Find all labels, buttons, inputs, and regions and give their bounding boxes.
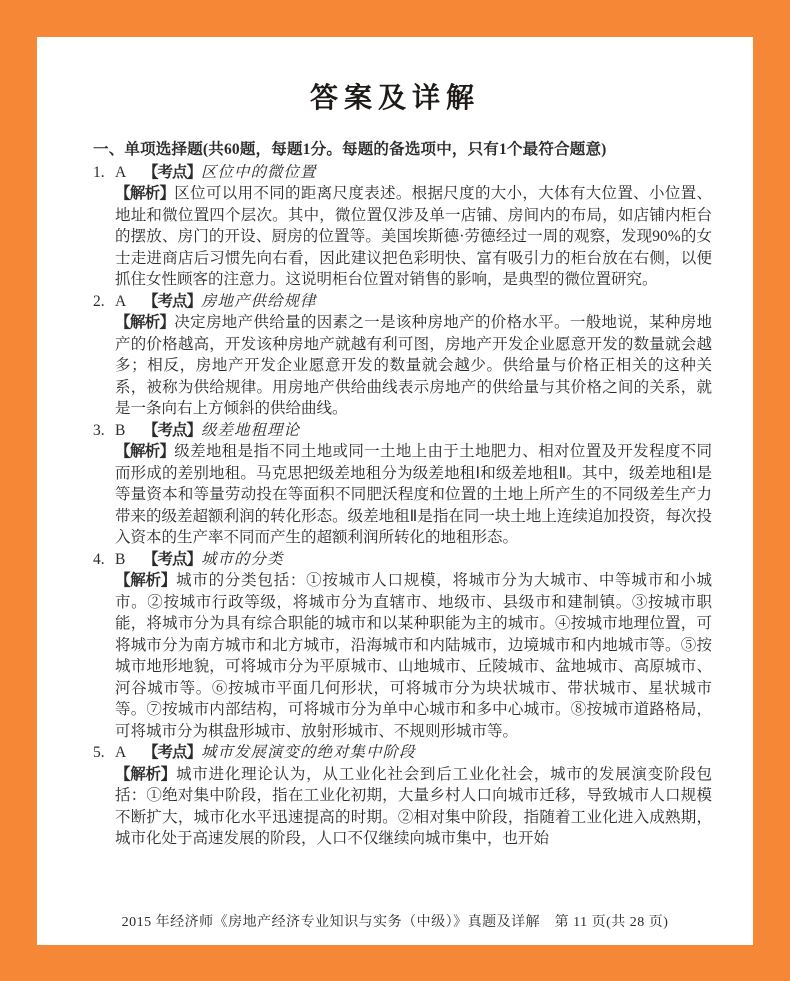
kaodian-topic: 区位中的微位置 (201, 163, 317, 181)
explanation (115, 441, 712, 549)
explanation (115, 312, 712, 420)
section-header: 一、单项选择题(共60题，每题1分。每题的备选项中，只有1个最符合题意) (93, 141, 607, 158)
page-title: 答案及详解 (309, 83, 480, 114)
answer-letter: A (115, 292, 127, 310)
explanation-text: 级差地租是指不同土地或同一土地上由于土地肥力、相对位置及开发程度不同而形成的差别地租。马克思把级差地租分为级差地租Ⅰ和级差地租Ⅱ。其中，级差地租Ⅰ是等量资本和等量劳动投在等面积不同肥沃程度和位置的土地上所产生的不同级差生产力带来的级差超额利润的转化形态。级差地租Ⅱ是指在同一块土地上连续追加投资，每次投入资本的生产率不同而产生的超额利润所转化的地租形态。 (115, 443, 712, 546)
question-item (93, 162, 712, 291)
kaodian-label: 【考点】 (143, 550, 202, 568)
question-number: 2. (93, 292, 105, 310)
question-number: 1. (93, 163, 105, 181)
page-body (37, 115, 753, 850)
kaodian-topic: 城市的分类 (201, 550, 284, 568)
question-head (93, 742, 712, 764)
answer-letter: A (115, 163, 127, 181)
answer-letter: B (115, 550, 126, 568)
kaodian-label: 【考点】 (143, 163, 202, 181)
question-head (93, 549, 712, 571)
question-head (93, 162, 712, 184)
question-item (93, 420, 712, 549)
jiexi-label: 【解析】 (115, 765, 177, 783)
explanation (115, 183, 712, 291)
kaodian-topic: 级差地租理论 (201, 421, 301, 439)
answer-letter: B (115, 421, 126, 439)
question-item (93, 742, 712, 850)
question-number: 4. (93, 550, 105, 568)
explanation-text: 城市的分类包括：①按城市人口规模，将城市分为大城市、中等城市和小城市。②按城市行政等级，将城市分为直辖市、地级市、县级市和建制镇。③按城市职能，将城市分为具有综合职能的城市和以某种职能为主的城市。④按城市地理位置，可将城市分为南方城市和北方城市，沿海城市和内陆城市，边境城市和内地城市等。⑤按城市地形地貌，可将城市分为平原城市、山地城市、丘陵城市、盆地城市、高原城市、河谷城市等。⑥按城市平面几何形状，可将城市分为块状城市、带状城市、星状城市等。⑦按城市内部结构，可将城市分为单中心城市和多中心城市。⑧按城市道路格局，可将城市分为棋盘形城市、放射形城市、不规则形城市等。 (115, 572, 712, 740)
jiexi-label: 【解析】 (115, 572, 177, 589)
explanation (115, 570, 712, 742)
kaodian-label: 【考点】 (143, 744, 202, 761)
question-item (93, 291, 712, 420)
explanation-text: 城市进化理论认为，从工业化社会到后工业化社会，城市的发展演变阶段包括：①绝对集中阶段，指在工业化初期，大量乡村人口向城市迁移，导致城市人口规模不断扩大，城市化水平迅速提高的时期。②相对集中阶段，指随着工业化进入成熟期，城市化处于高速发展的阶段，人口不仅继续向城市集中，也开始 (115, 765, 712, 847)
jiexi-label: 【解析】 (115, 443, 175, 460)
explanation-text: 决定房地产供给量的因素之一是该种房地产的价格水平。一般地说，某种房地产的价格越高，开发该种房地产就越有利可图，房地产开发企业愿意开发的数量就会越多；相反，房地产开发企业愿意开发的数量就会越少。供给量与价格正相关的这种关系，被称为供给规律。用房地产供给曲线表示房地产的供给量与其价格之间的关系，就是一条向右上方倾斜的供给曲线。 (115, 314, 712, 417)
question-head (93, 420, 712, 442)
answer-letter: A (115, 744, 127, 761)
explanation-text: 区位可以用不同的距离尺度表述。根据尺度的大小，大体有大位置、小位置、地址和微位置四个层次。其中，微位置仅涉及单一店铺、房间内的布局，如店铺内柜台的摆放、房门的开设、厨房的位置等。美国埃斯德·劳德经过一周的观察，发现90%的女士走进商店后习惯先向右看，因此建议把色彩明快、富有吸引力的柜台放在右侧，以便抓住女性顾客的注意力。这说明柜台位置对销售的影响，是典型的微位置研究。 (115, 185, 712, 288)
jiexi-label: 【解析】 (115, 185, 175, 202)
kaodian-topic: 城市发展演变的绝对集中阶段 (201, 744, 416, 761)
kaodian-label: 【考点】 (143, 292, 202, 310)
document-page (37, 37, 753, 945)
kaodian-label: 【考点】 (143, 421, 202, 439)
question-number: 3. (93, 421, 105, 439)
jiexi-label: 【解析】 (115, 314, 175, 331)
question-number: 5. (93, 744, 105, 761)
kaodian-topic: 房地产供给规律 (201, 292, 317, 310)
question-item (93, 549, 712, 743)
page-footer: 2015 年经济师《房地产经济专业知识与实务（中级）》真题及详解 第 11 页(共 28 页) (121, 915, 669, 930)
question-head (93, 291, 712, 313)
explanation (115, 764, 712, 850)
